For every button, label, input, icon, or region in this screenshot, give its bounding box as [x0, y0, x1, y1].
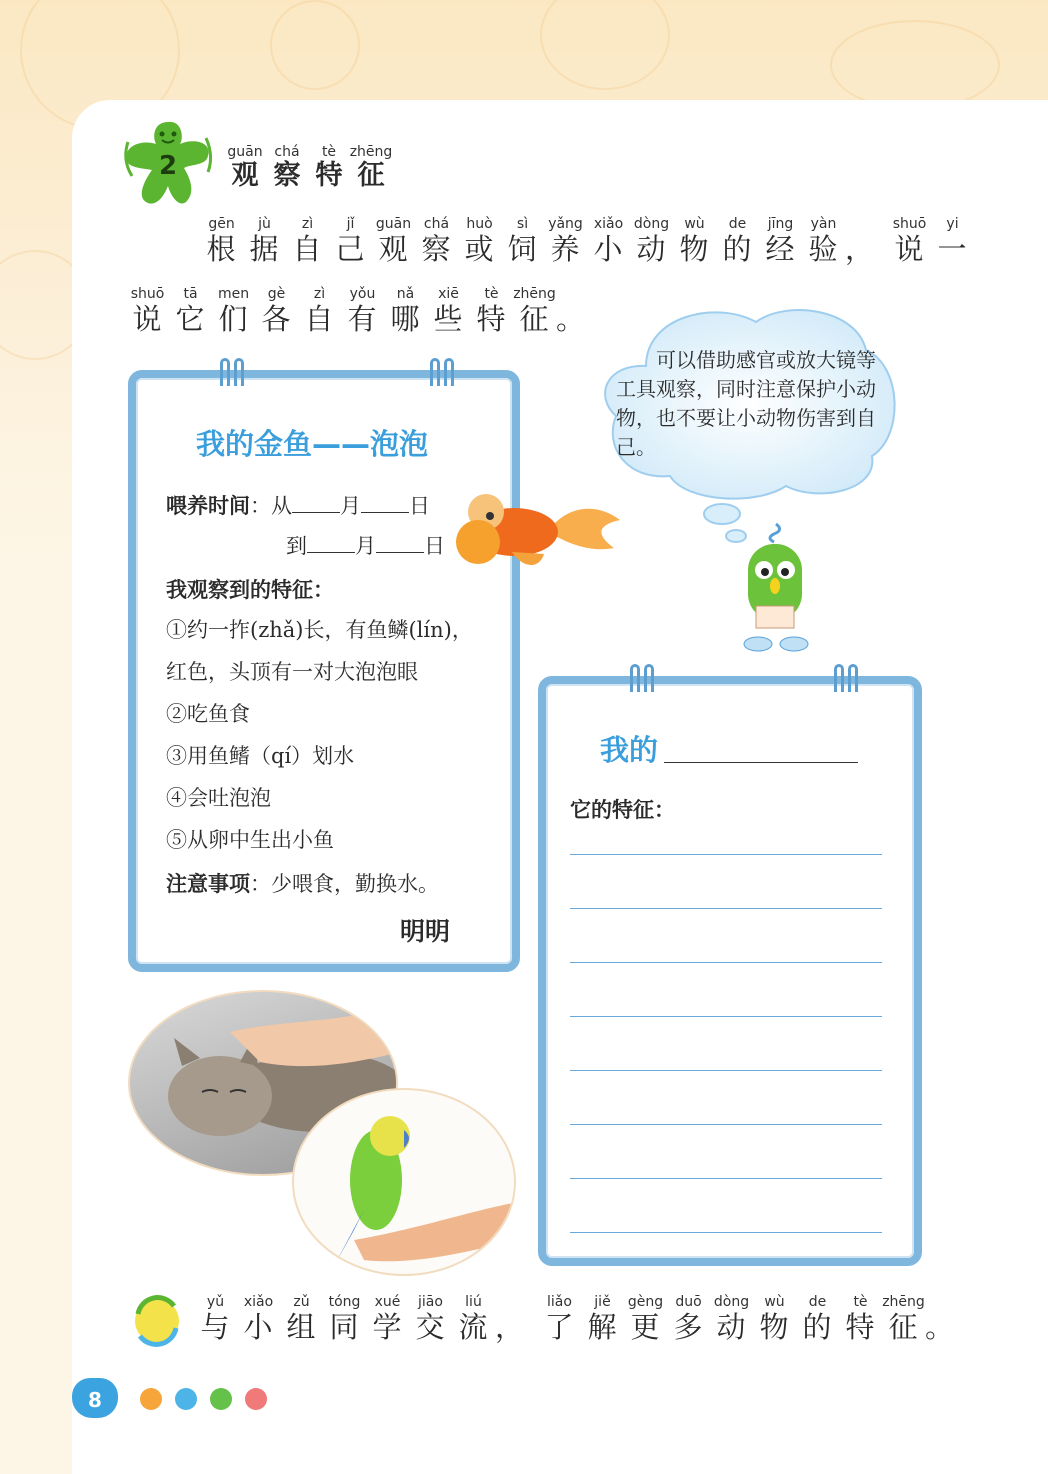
features-label-row: [570, 794, 675, 824]
writing-line[interactable]: [570, 1124, 882, 1125]
card-title: 我的金鱼——泡泡: [196, 427, 429, 461]
month-label: 月: [340, 494, 361, 518]
ruby-character: [759, 216, 802, 267]
from-label: 从: [271, 494, 292, 518]
ruby-character: [470, 286, 513, 337]
writing-line[interactable]: [570, 1070, 882, 1071]
pinyin: liǎo: [547, 1294, 572, 1310]
writing-line[interactable]: [570, 854, 882, 855]
hanzi: 解: [587, 1310, 618, 1344]
feature-line: ②吃鱼食: [166, 702, 250, 726]
hanzi: 养: [550, 232, 581, 266]
hanzi: 据: [249, 232, 280, 266]
observed-label: 我观察到的特征：: [166, 578, 334, 602]
writing-line[interactable]: [570, 1232, 882, 1233]
hanzi: 的: [722, 232, 753, 266]
decorative-dots: [140, 1388, 267, 1410]
dot: [175, 1388, 197, 1410]
hanzi: 各: [261, 302, 292, 336]
punctuation: 。: [556, 302, 586, 336]
hanzi: 交: [415, 1310, 446, 1344]
hanzi: 小: [593, 232, 624, 266]
features-label: 它的特征：: [570, 798, 675, 822]
pinyin: yǎng: [548, 216, 583, 232]
feature-line: ④会吐泡泡: [166, 786, 271, 810]
pinyin: dòng: [713, 1294, 750, 1310]
ruby-character: [323, 1294, 366, 1345]
pinyin: men: [217, 286, 250, 302]
feature-line: ①约一拃(zhǎ)长，有鱼鳞(lín)，: [166, 618, 473, 642]
ruby-character: [882, 1294, 925, 1345]
pinyin: tóng: [328, 1294, 361, 1310]
blank-line[interactable]: [376, 535, 424, 553]
hanzi: 的: [802, 1310, 833, 1344]
punctuation: ，: [845, 232, 875, 266]
bubble-tip: 可以借助感官或放大镜等工具观察，同时注意保护小动物，也不要让小动物伤害到自己。: [616, 348, 876, 459]
hanzi: 特: [476, 302, 507, 336]
ruby-character: [753, 1294, 796, 1345]
hanzi: 察: [273, 160, 301, 191]
exchange-prompt: [194, 1294, 968, 1345]
pinyin: jù: [258, 216, 271, 232]
pinyin: shuō: [130, 286, 165, 302]
ruby-character: [458, 216, 501, 267]
feeding-time-row: [166, 490, 430, 520]
pinyin: chá: [274, 144, 300, 160]
pinyin: zhēng: [513, 286, 556, 302]
signature: 明明: [400, 917, 451, 946]
writing-line[interactable]: [570, 1178, 882, 1179]
ruby-character: [266, 144, 308, 192]
ruby-character: [667, 1294, 710, 1345]
pinyin: zì: [313, 286, 326, 302]
pinyin: guān: [375, 216, 412, 232]
notebook-ring: [430, 358, 456, 386]
pinyin: xué: [374, 1294, 401, 1310]
hanzi: 己: [335, 232, 366, 266]
pinyin: sì: [516, 216, 529, 232]
ruby-character: [286, 216, 329, 267]
ruby-character: [384, 286, 427, 337]
ruby-character: [280, 1294, 323, 1345]
feature-line: ③用鱼鳍（qí）划水: [166, 744, 355, 768]
hanzi: 自: [292, 232, 323, 266]
ruby-character: [126, 286, 169, 337]
blank-line[interactable]: [292, 495, 340, 513]
ruby-character: [409, 1294, 452, 1345]
pinyin: yi: [946, 216, 959, 232]
feeding-end-row: [286, 530, 445, 560]
hanzi: 经: [765, 232, 796, 266]
hanzi: 一: [937, 232, 968, 266]
ruby-character: [888, 216, 931, 267]
notebook-ring: [630, 664, 656, 692]
ruby-character: [452, 1294, 495, 1345]
ruby-character: [308, 144, 350, 192]
hanzi: 说: [132, 302, 163, 336]
pinyin: liú: [465, 1294, 482, 1310]
hanzi: 或: [464, 232, 495, 266]
pinyin: huò: [466, 216, 493, 232]
blank-line[interactable]: [361, 495, 409, 513]
ruby-character: [710, 1294, 753, 1345]
hanzi: 动: [636, 232, 667, 266]
notes-text: 少喂食，勤换水。: [271, 872, 439, 896]
pinyin: wù: [764, 1294, 785, 1310]
ruby-character: [169, 286, 212, 337]
pinyin: gè: [267, 286, 286, 302]
hanzi: 些: [433, 302, 464, 336]
pinyin: jīng: [767, 216, 794, 232]
hanzi: 组: [286, 1310, 317, 1344]
ruby-character: [350, 144, 392, 192]
day-label: 日: [409, 494, 430, 518]
punctuation: 。: [925, 1310, 955, 1344]
notebook-ring: [220, 358, 246, 386]
ruby-character: [802, 216, 845, 267]
ruby-character: [366, 1294, 409, 1345]
pinyin: jiě: [594, 1294, 611, 1310]
section-number-badge: [120, 116, 216, 210]
hanzi: 根: [206, 232, 237, 266]
observed-label-row: [166, 574, 334, 604]
feature-line: 红色，头顶有一对大泡泡眼: [166, 660, 418, 684]
hanzi: 了: [544, 1310, 575, 1344]
hanzi: 观: [231, 160, 259, 191]
pinyin: shuō: [892, 216, 927, 232]
ruby-character: [513, 286, 556, 337]
hanzi: 多: [673, 1310, 704, 1344]
writing-line[interactable]: [570, 962, 882, 963]
hanzi: 饲: [507, 232, 538, 266]
pinyin: tè: [484, 286, 499, 302]
ruby-character: [298, 286, 341, 337]
hanzi: 物: [679, 232, 710, 266]
blank-line[interactable]: [307, 535, 355, 553]
hanzi: 征: [519, 302, 550, 336]
prompt-line-2: [126, 286, 599, 337]
ruby-character: [255, 286, 298, 337]
pinyin: gèng: [627, 1294, 664, 1310]
pinyin: chá: [423, 216, 450, 232]
dot: [210, 1388, 232, 1410]
ruby-character: [194, 1294, 237, 1345]
feature-line: ⑤从卵中生出小鱼: [166, 828, 334, 852]
hanzi: 动: [716, 1310, 747, 1344]
ruby-character: [200, 216, 243, 267]
hanzi: 更: [630, 1310, 661, 1344]
colon: ：: [250, 872, 271, 896]
card-title: 我的: [600, 733, 659, 767]
pinyin: de: [728, 216, 747, 232]
pinyin: jǐ: [346, 216, 355, 232]
ruby-character: [624, 1294, 667, 1345]
pinyin: tè: [853, 1294, 868, 1310]
writing-line[interactable]: [570, 1016, 882, 1017]
pinyin: duō: [675, 1294, 702, 1310]
feeding-label: 喂养时间: [166, 494, 250, 518]
ruby-character: [630, 216, 673, 267]
ruby-character: [372, 216, 415, 267]
ruby-character: [839, 1294, 882, 1345]
ruby-character: [587, 216, 630, 267]
pinyin: xiǎo: [593, 216, 624, 232]
hanzi: 特: [845, 1310, 876, 1344]
ruby-character: [341, 286, 384, 337]
pinyin: nǎ: [396, 286, 415, 302]
pinyin: gēn: [208, 216, 235, 232]
hanzi: 征: [357, 160, 385, 191]
pinyin: zhēng: [349, 144, 393, 160]
day-label: 日: [424, 534, 445, 558]
notes-label: 注意事项: [166, 872, 250, 896]
month-label: 月: [355, 534, 376, 558]
ruby-character: [581, 1294, 624, 1345]
pinyin: yǔ: [206, 1294, 225, 1310]
pinyin: tā: [183, 286, 198, 302]
name-blank-line[interactable]: [664, 762, 858, 763]
example-observation-card: [128, 370, 520, 972]
blank-observation-card: [538, 676, 922, 1266]
ruby-character: [329, 216, 372, 267]
ruby-character: [501, 216, 544, 267]
hanzi: 流: [458, 1310, 489, 1344]
ruby-character: [415, 216, 458, 267]
to-label: 到: [286, 534, 307, 558]
mascot-character: [730, 520, 820, 656]
ruby-character: [224, 144, 266, 192]
hanzi: 同: [329, 1310, 360, 1344]
page-number: 8: [72, 1378, 118, 1418]
hanzi: 说: [894, 232, 925, 266]
pinyin: zhēng: [882, 1294, 925, 1310]
pinyin: tè: [321, 144, 337, 160]
hanzi: 与: [200, 1310, 231, 1344]
pinyin: zì: [301, 216, 314, 232]
hanzi: 特: [315, 160, 343, 191]
ruby-character: [716, 216, 759, 267]
colon: ：: [250, 494, 271, 518]
hanzi: 们: [218, 302, 249, 336]
hanzi: 小: [243, 1310, 274, 1344]
pinyin: xiē: [438, 286, 459, 302]
pinyin: yàn: [810, 216, 837, 232]
ruby-character: [212, 286, 255, 337]
decorative-fish: [830, 20, 1000, 110]
hanzi: 学: [372, 1310, 403, 1344]
ruby-character: [544, 216, 587, 267]
prompt-line-1: [200, 216, 974, 267]
ruby-character: [237, 1294, 280, 1345]
hanzi: 验: [808, 232, 839, 266]
ruby-character: [931, 216, 974, 267]
pinyin: jiāo: [418, 1294, 443, 1310]
pinyin: zǔ: [293, 1294, 310, 1310]
ruby-character: [796, 1294, 839, 1345]
parrot-photo: [292, 1088, 516, 1276]
ruby-character: [427, 286, 470, 337]
hanzi: 物: [759, 1310, 790, 1344]
ruby-character: [243, 216, 286, 267]
pinyin: dòng: [633, 216, 670, 232]
exchange-icon: [128, 1292, 186, 1350]
punctuation: ，: [495, 1310, 525, 1344]
hanzi: 观: [378, 232, 409, 266]
pinyin: xiǎo: [243, 1294, 274, 1310]
pinyin: guān: [227, 144, 263, 160]
hanzi: 哪: [390, 302, 421, 336]
dot: [245, 1388, 267, 1410]
hanzi: 自: [304, 302, 335, 336]
ruby-character: [673, 216, 716, 267]
section-number: 2: [158, 151, 178, 181]
notes-row: [166, 868, 439, 898]
dot: [140, 1388, 162, 1410]
pinyin: yǒu: [349, 286, 376, 302]
hanzi: 征: [888, 1310, 919, 1344]
section-title: [224, 144, 392, 192]
ruby-character: [538, 1294, 581, 1345]
notebook-ring: [834, 664, 860, 692]
hanzi: 察: [421, 232, 452, 266]
pinyin: de: [808, 1294, 827, 1310]
writing-line[interactable]: [570, 908, 882, 909]
hanzi: 它: [175, 302, 206, 336]
hanzi: 有: [347, 302, 378, 336]
pinyin: wù: [684, 216, 705, 232]
decorative-flower: [270, 0, 360, 90]
